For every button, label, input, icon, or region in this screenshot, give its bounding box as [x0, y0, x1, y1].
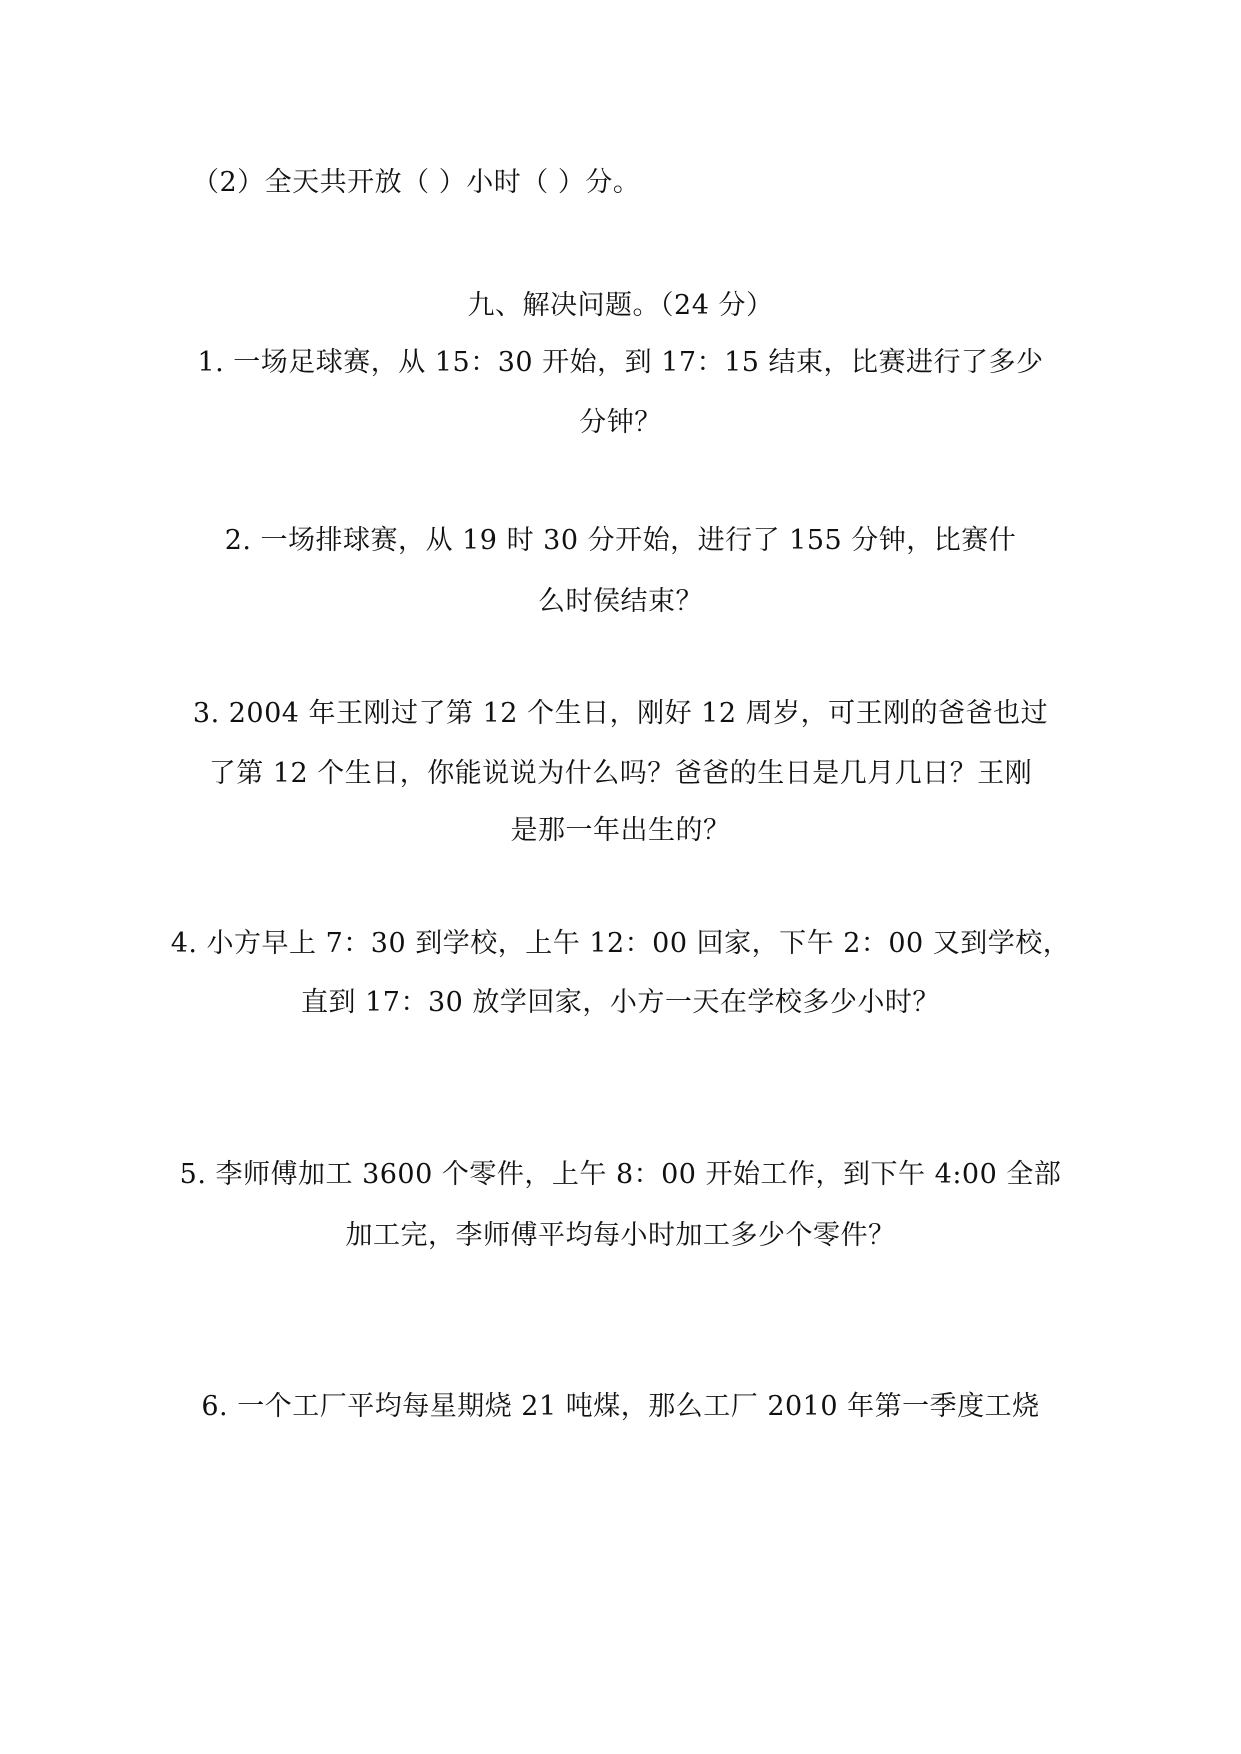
question-2-line-2: 么时侯结束？ — [538, 586, 703, 617]
question-5-line-1: 5. 李师傅加工 3600 个零件，上午 8：00 开始工作，到下午 4:00 全部 — [179, 1159, 1062, 1190]
question-5-line-2: 加工完，李师傅平均每小时加工多少个零件？ — [345, 1220, 896, 1251]
question-4-line-2: 直到 17：30 放学回家，小方一天在学校多少小时？ — [301, 987, 940, 1018]
question-3-line-1: 3. 2004 年王刚过了第 12 个生日，刚好 12 周岁，可王刚的爸爸也过 — [192, 698, 1049, 729]
question-1-line-2: 分钟？ — [579, 407, 662, 438]
question-4-line-1: 4. 小方早上 7：30 到学校，上午 12：00 回家，下午 2：00 又到学校， — [170, 928, 1071, 959]
section-title: 九、解决问题。（24 分） — [467, 290, 774, 321]
question-6-line-1: 6. 一个工厂平均每星期烧 21 吨煤，那么工厂 2010 年第一季度工烧 — [201, 1391, 1040, 1422]
part-2-question: （2）全天共开放（ ）小时（ ）分。 — [192, 167, 641, 198]
question-3-line-3: 是那一年出生的？ — [510, 815, 731, 846]
question-2-line-1: 2. 一场排球赛，从 19 时 30 分开始，进行了 155 分钟，比赛什 — [224, 525, 1017, 556]
question-3-line-2: 了第 12 个生日，你能说说为什么吗？爸爸的生日是几月几日？王刚 — [208, 758, 1033, 789]
question-1-line-1: 1. 一场足球赛，从 15：30 开始，到 17：15 结束，比赛进行了多少 — [197, 347, 1044, 378]
